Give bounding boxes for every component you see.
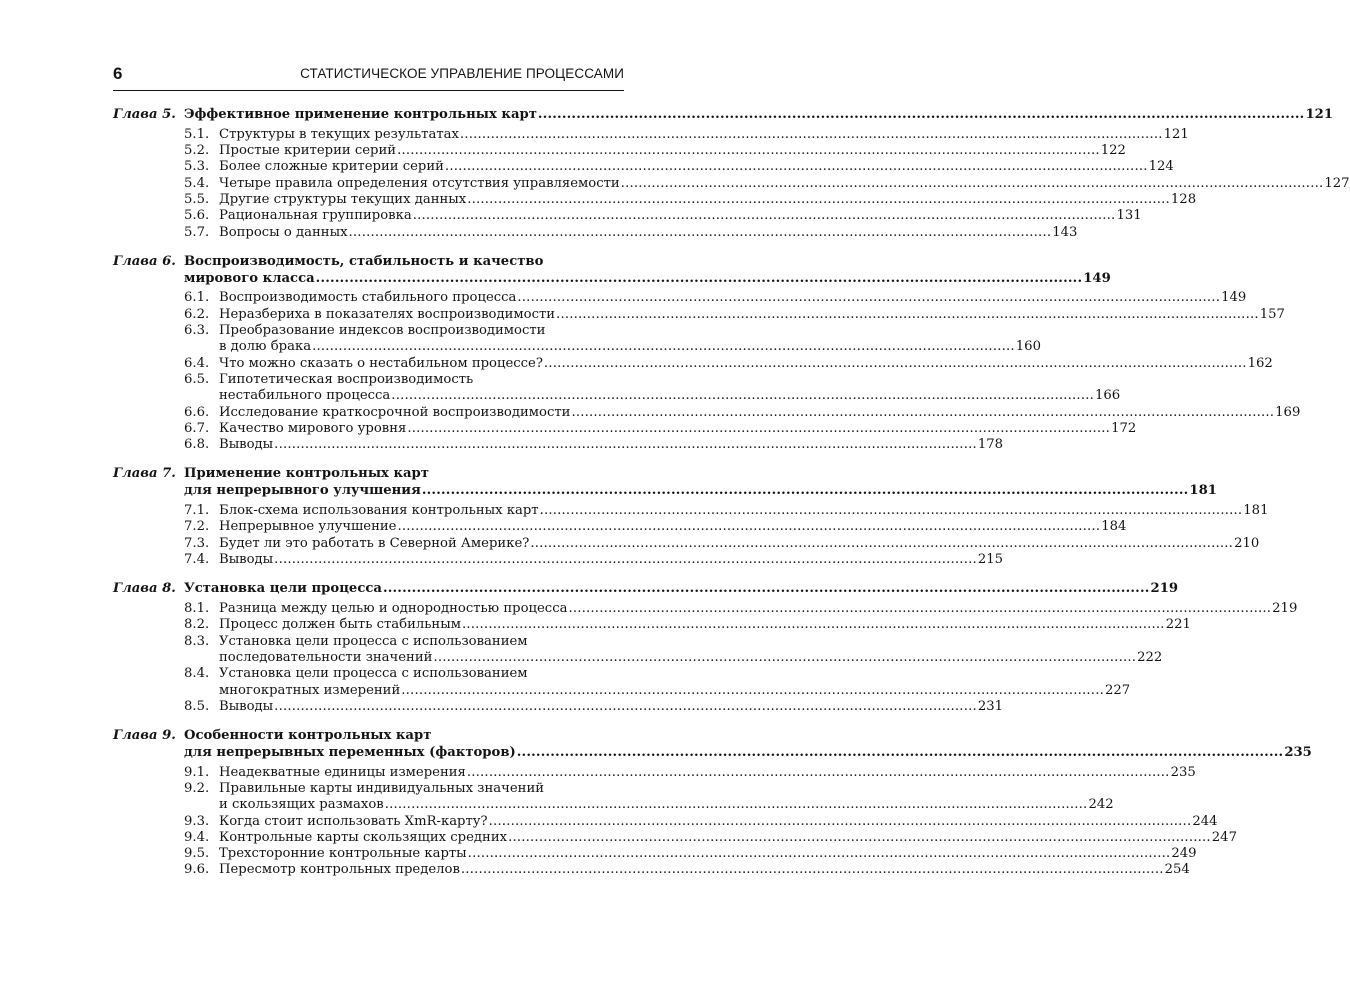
section-title-leader-line <box>219 421 1136 437</box>
header-rule <box>113 90 624 91</box>
section-number: 5.1. <box>184 126 210 142</box>
chapter-block <box>113 728 1312 879</box>
section-number: 6.1. <box>184 290 210 306</box>
section-title-leader-line <box>219 388 1120 404</box>
section-entry <box>113 224 1078 241</box>
section-number: 6.4. <box>184 355 210 371</box>
section-title-leader-line <box>219 765 1196 781</box>
section-entry <box>113 159 1174 175</box>
section-number: 8.3. <box>184 633 210 649</box>
section-title-leader-line <box>219 862 1190 878</box>
section-title <box>219 862 1190 878</box>
section-title-leader-line <box>219 290 1246 306</box>
chapter-heading <box>113 581 1179 598</box>
section-number: 7.1. <box>184 503 210 519</box>
chapter-label: Глава 7. <box>113 466 176 482</box>
section-title-line: Четыре правила определения отсутствия управляемости <box>219 175 620 191</box>
dot-leader <box>407 421 1110 437</box>
section-title-line: Структуры в текущих результатах <box>219 126 459 142</box>
section-title-line: Неразбериха в показателях воспроизводимости <box>219 306 556 322</box>
chapter-label: Глава 5. <box>113 107 176 122</box>
section-title <box>219 846 1197 862</box>
dot-leader <box>316 271 1083 288</box>
chapter-block <box>113 107 1350 241</box>
chapter-title-line: мирового класса <box>184 270 315 286</box>
dot-leader <box>274 437 977 453</box>
dot-leader <box>349 225 1052 241</box>
section-title-line: Исследование краткосрочной воспроизводимости <box>219 404 571 420</box>
page-ref: 181 <box>1243 503 1269 519</box>
chapter-title-leader-line <box>184 745 1312 762</box>
section-entry <box>113 617 1191 633</box>
section-title-line: Блок-схема использования контрольных карт <box>219 503 539 519</box>
section-entry <box>113 601 1298 617</box>
section-number: 9.2. <box>184 780 210 796</box>
section-number: 8.4. <box>184 666 210 682</box>
section-number: 8.1. <box>184 601 210 617</box>
section-title <box>219 192 1196 208</box>
section-number: 5.5. <box>184 191 210 207</box>
section-title <box>219 356 1273 372</box>
table-of-contents <box>113 107 1350 892</box>
section-entry <box>113 437 1004 453</box>
section-number: 6.5. <box>184 371 210 387</box>
section-number: 7.3. <box>184 535 210 551</box>
section-title-line: Рациональная группировка <box>219 208 412 224</box>
dot-leader <box>391 388 1094 404</box>
page-ref: 219 <box>1150 581 1179 597</box>
page-ref: 181 <box>1189 483 1217 499</box>
page-ref: 166 <box>1095 388 1121 404</box>
chapter-title <box>184 466 1217 500</box>
section-number: 9.1. <box>184 764 210 780</box>
section-title <box>219 781 1114 814</box>
dot-leader <box>568 601 1271 617</box>
section-title-line: Пересмотр контрольных пределов <box>219 862 460 878</box>
dot-leader <box>556 307 1259 323</box>
section-title <box>219 290 1246 306</box>
dot-leader <box>467 192 1170 208</box>
section-number: 5.4. <box>184 175 210 191</box>
section-title-line: нестабильного процесса <box>219 388 391 404</box>
chapter-label: Глава 6. <box>113 253 176 269</box>
page-ref: 215 <box>977 551 1004 567</box>
section-title-line: в долю брака <box>219 339 312 355</box>
page-ref: 121 <box>1163 126 1189 142</box>
section-title <box>219 617 1191 633</box>
section-title <box>219 699 1003 715</box>
section-title-leader-line <box>219 405 1300 421</box>
dot-leader <box>462 617 1165 633</box>
section-title-leader-line <box>219 797 1114 813</box>
section-title-leader-line <box>219 683 1130 699</box>
section-entry <box>113 813 1218 830</box>
page-ref: 219 <box>1272 601 1298 617</box>
section-title-leader-line <box>219 143 1126 159</box>
dot-leader <box>413 208 1116 224</box>
dot-leader <box>489 814 1192 830</box>
section-title <box>219 601 1297 617</box>
page-ref: 222 <box>1137 649 1163 665</box>
page-ref: 235 <box>1284 744 1312 760</box>
section-title-leader-line <box>219 617 1191 633</box>
page-ref: 157 <box>1259 306 1285 322</box>
section-number: 7.4. <box>184 551 210 567</box>
section-title-line: Правильные карты индивидуальных значений <box>219 780 545 796</box>
section-entry <box>113 420 1137 437</box>
section-title-line: Непрерывное улучшение <box>219 519 397 535</box>
section-title-line: Гипотетическая воспроизводимость <box>219 371 474 387</box>
chapter-label: Глава 9. <box>113 728 176 744</box>
page-ref: 178 <box>977 437 1004 453</box>
section-number: 9.5. <box>184 846 210 862</box>
section-title-line: последовательности значений <box>219 649 433 665</box>
dot-leader <box>274 699 977 715</box>
section-entry <box>113 323 1041 356</box>
dot-leader <box>517 745 1284 762</box>
section-entry <box>113 191 1197 208</box>
section-entry <box>113 290 1247 306</box>
section-entry <box>113 143 1126 159</box>
section-number: 5.3. <box>184 159 210 175</box>
section-title-leader-line <box>219 339 1041 355</box>
dot-leader <box>401 683 1104 699</box>
section-entry <box>113 404 1301 421</box>
section-entry <box>113 175 1350 192</box>
chapter-block <box>113 466 1269 568</box>
dot-leader <box>398 519 1101 535</box>
section-entry <box>113 355 1273 372</box>
page-ref: 221 <box>1165 617 1191 633</box>
dot-leader <box>385 797 1088 813</box>
section-title-line: Выводы <box>219 698 274 714</box>
section-title-leader-line <box>219 192 1196 208</box>
dot-leader <box>538 107 1305 124</box>
chapter-title <box>184 728 1312 762</box>
section-title-line: Более сложные критерии серий <box>219 159 444 175</box>
section-title-leader-line <box>219 814 1218 830</box>
page-ref: 172 <box>1111 420 1137 436</box>
chapter-heading <box>113 253 1111 288</box>
section-title-line: Другие структуры текущих данных <box>219 191 467 207</box>
section-title <box>219 208 1142 224</box>
section-title-leader-line <box>219 225 1077 241</box>
page-ref: 242 <box>1088 797 1114 813</box>
section-title-line: Вопросы о данных <box>219 224 348 240</box>
chapter-title-leader-line <box>184 107 1333 124</box>
section-title-line: Неадекватные единицы измерения <box>219 764 466 780</box>
section-title-leader-line <box>219 650 1162 666</box>
page-ref: 244 <box>1192 813 1218 829</box>
dot-leader <box>460 127 1163 143</box>
dot-leader <box>467 765 1170 781</box>
section-title <box>219 127 1189 143</box>
section-number: 5.6. <box>184 208 210 224</box>
chapter-title-leader-line <box>184 581 1178 598</box>
page-ref: 235 <box>1170 764 1196 780</box>
page-ref: 121 <box>1305 107 1334 122</box>
chapter-title-line: Установка цели процесса <box>184 581 382 597</box>
section-number: 8.5. <box>184 698 210 714</box>
section-title <box>219 519 1126 535</box>
section-title <box>219 421 1136 437</box>
section-title <box>219 372 1120 405</box>
section-title-line: Простые критерии серий <box>219 143 397 159</box>
section-title-leader-line <box>219 830 1237 846</box>
section-title <box>219 830 1237 846</box>
dot-leader <box>274 552 977 568</box>
section-title <box>219 765 1196 781</box>
section-title-line: и скользящих размахов <box>219 797 384 813</box>
section-number: 6.6. <box>184 404 210 420</box>
section-title-line: Контрольные карты скользящих средних <box>219 829 508 845</box>
section-entry <box>113 126 1189 143</box>
page-ref: 184 <box>1101 519 1127 535</box>
section-number: 6.8. <box>184 437 210 453</box>
section-title-leader-line <box>219 536 1259 552</box>
section-title-line: Воспроизводимость стабильного процесса <box>219 290 517 306</box>
section-title-leader-line <box>219 159 1174 175</box>
section-entry <box>113 698 1004 715</box>
page-ref: 227 <box>1104 682 1131 698</box>
chapter-block <box>113 581 1298 715</box>
section-number: 5.2. <box>184 143 210 159</box>
page-ref: 149 <box>1083 270 1111 286</box>
page-ref: 128 <box>1170 191 1197 207</box>
section-title-leader-line <box>219 127 1189 143</box>
chapter-heading <box>113 728 1312 762</box>
chapter-label: Глава 8. <box>113 581 176 597</box>
chapter-heading <box>113 466 1217 500</box>
section-entry <box>113 666 1131 699</box>
section-title-leader-line <box>219 176 1350 192</box>
dot-leader <box>445 159 1148 175</box>
page-ref: 231 <box>977 698 1004 714</box>
section-title <box>219 307 1285 323</box>
section-number: 6.7. <box>184 420 210 436</box>
chapter-title-line: Воспроизводимость, стабильность и качество <box>184 253 544 269</box>
section-title-line: многократных измерений <box>219 682 401 698</box>
section-title <box>219 437 1003 453</box>
section-title <box>219 666 1130 699</box>
section-title <box>219 536 1259 552</box>
page-ref: 122 <box>1100 143 1126 159</box>
section-title-leader-line <box>219 519 1126 535</box>
section-title-leader-line <box>219 601 1297 617</box>
page-ref: 127 <box>1324 175 1350 191</box>
section-title <box>219 225 1077 241</box>
dot-leader <box>397 143 1100 159</box>
section-title <box>219 634 1162 667</box>
section-title <box>219 143 1126 159</box>
section-title-line: Установка цели процесса с использованием <box>219 633 528 649</box>
dot-leader <box>422 483 1189 500</box>
section-title-line: Процесс должен быть стабильным <box>219 617 461 633</box>
section-title-line: Выводы <box>219 551 274 567</box>
section-number: 6.3. <box>184 323 210 339</box>
section-title-line: Установка цели процесса с использованием <box>219 666 528 682</box>
section-title-leader-line <box>219 552 1003 568</box>
page-header <box>113 64 624 86</box>
chapter-title <box>184 581 1178 598</box>
section-title-line: Будет ли это работать в Северной Америке? <box>219 535 530 551</box>
section-entry <box>113 503 1269 519</box>
section-title-line: Когда стоит использовать XmR-карту? <box>219 813 488 829</box>
section-title-line: Преобразование индексов воспроизводимости <box>219 323 546 339</box>
dot-leader <box>312 339 1015 355</box>
section-entry <box>113 829 1237 846</box>
section-title-leader-line <box>219 356 1273 372</box>
dot-leader <box>461 862 1164 878</box>
page-ref: 131 <box>1116 208 1142 224</box>
section-entry <box>113 862 1190 878</box>
section-entry <box>113 551 1004 568</box>
section-title <box>219 814 1218 830</box>
section-title-leader-line <box>219 846 1197 862</box>
chapter-title-leader-line <box>184 271 1111 288</box>
chapter-title-line: Применение контрольных карт <box>184 466 429 482</box>
chapter-title-line: для непрерывного улучшения <box>184 483 421 499</box>
section-entry <box>113 764 1196 781</box>
section-number: 9.3. <box>184 813 210 829</box>
dot-leader <box>517 290 1220 306</box>
section-title-leader-line <box>219 307 1285 323</box>
page-ref: 160 <box>1015 339 1041 355</box>
section-entry <box>113 371 1121 405</box>
chapter-title-leader-line <box>184 483 1217 500</box>
chapter-block <box>113 253 1301 454</box>
section-entry <box>113 519 1127 535</box>
section-number: 6.2. <box>184 306 210 322</box>
section-entry <box>113 633 1163 667</box>
page-ref: 254 <box>1164 862 1190 878</box>
section-entry <box>113 846 1197 862</box>
dot-leader <box>530 536 1233 552</box>
section-entry <box>113 535 1260 552</box>
section-number: 9.6. <box>184 862 210 878</box>
section-number: 9.4. <box>184 829 210 845</box>
section-title <box>219 323 1041 356</box>
dot-leader <box>433 650 1136 666</box>
section-title <box>219 552 1003 568</box>
dot-leader <box>468 846 1171 862</box>
section-title-line: Разница между целью и однородностью процесса <box>219 601 568 617</box>
chapter-title <box>184 254 1111 288</box>
chapter-title-line: Особенности контрольных карт <box>184 728 432 744</box>
section-title-line: Выводы <box>219 437 274 453</box>
section-title-leader-line <box>219 208 1142 224</box>
section-number: 7.2. <box>184 519 210 535</box>
page-ref: 124 <box>1148 159 1174 175</box>
chapter-title <box>184 107 1333 124</box>
page-ref: 249 <box>1171 846 1197 862</box>
section-title-leader-line <box>219 699 1003 715</box>
section-number: 5.7. <box>184 224 210 240</box>
dot-leader <box>621 176 1324 192</box>
dot-leader <box>544 356 1247 372</box>
section-entry <box>113 780 1114 814</box>
page-ref: 143 <box>1052 224 1078 240</box>
section-title <box>219 176 1350 192</box>
section-entry <box>113 306 1285 323</box>
dot-leader <box>508 830 1211 846</box>
section-title-leader-line <box>219 503 1268 519</box>
section-title-line: Качество мирового уровня <box>219 420 407 436</box>
section-title-line: Что можно сказать о нестабильном процессе? <box>219 355 543 371</box>
chapter-title-line: Эффективное применение контрольных карт <box>184 107 537 122</box>
page-ref: 162 <box>1247 355 1273 371</box>
section-title <box>219 503 1268 519</box>
dot-leader <box>540 503 1243 519</box>
chapter-title-line: для непрерывных переменных (факторов) <box>184 744 516 760</box>
page-ref: 149 <box>1221 290 1247 306</box>
page-ref: 247 <box>1211 829 1237 845</box>
section-title-line: Трехсторонние контрольные карты <box>219 846 467 862</box>
dot-leader <box>383 581 1150 598</box>
section-entry <box>113 208 1142 224</box>
chapter-heading <box>113 107 1334 124</box>
section-title <box>219 405 1300 421</box>
section-title <box>219 159 1174 175</box>
page-ref: 169 <box>1275 404 1301 420</box>
section-title-leader-line <box>219 437 1003 453</box>
page-number: 6 <box>113 64 123 83</box>
page-ref: 210 <box>1234 535 1260 551</box>
section-number: 8.2. <box>184 617 210 633</box>
dot-leader <box>571 405 1274 421</box>
running-title: СТАТИСТИЧЕСКОЕ УПРАВЛЕНИЕ ПРОЦЕССАМИ <box>300 66 624 81</box>
